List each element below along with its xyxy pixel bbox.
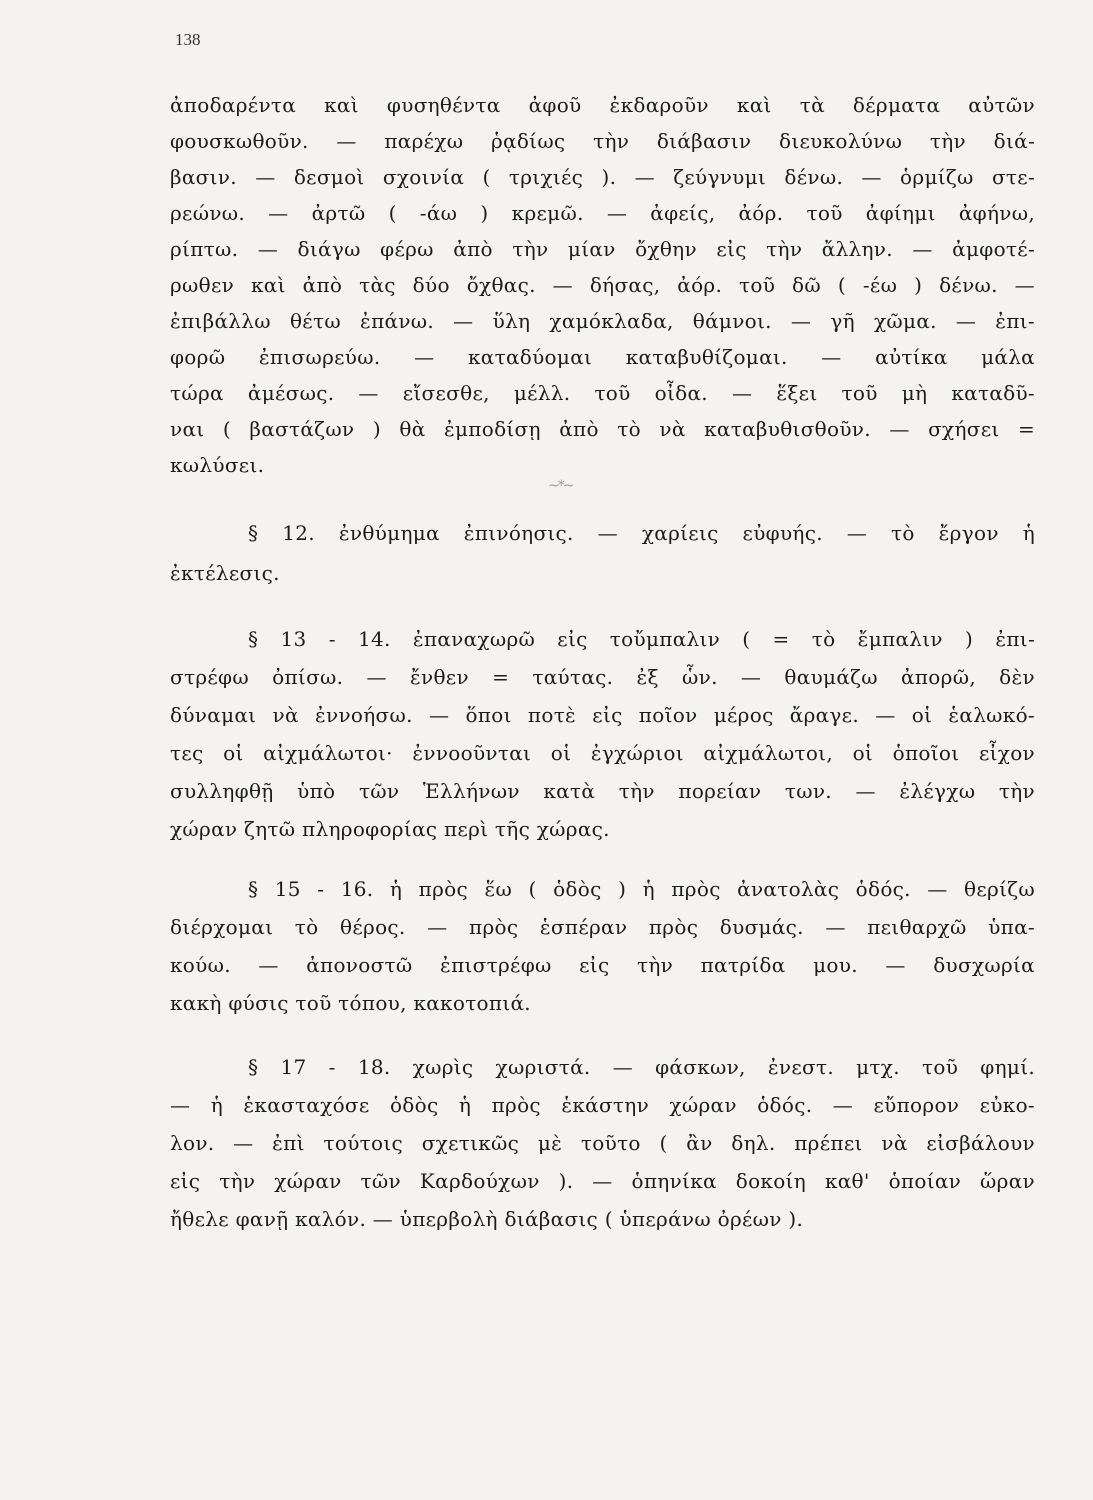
text-line: § 17 - 18. χωρὶς χωριστά. — φάσκων, ἐνεστ. μτχ. τοῦ φημί. (248, 1055, 1035, 1079)
text-line: κωλύσει. (170, 453, 265, 477)
text-line: ἤθελε φανῇ καλόν. — ὑπερβολὴ διάβασις ( ὑπεράνω ὀρέων ). (170, 1207, 804, 1231)
text-line: ρεώνω. — ἀρτῶ ( -άω ) κρεμῶ. — ἀφείς, ἀόρ. τοῦ ἀφίημι ἀφήνω, (170, 201, 1035, 225)
text-line: ναι ( βαστάζων ) θὰ ἐμποδίσῃ ἀπὸ τὸ νὰ καταβυθισθοῦν. — σχήσει = (170, 417, 1035, 441)
text-line: τες οἱ αἰχμάλωτοι· ἐννοοῦνται οἱ ἐγχώριοι αἰχμάλωτοι, οἱ ὁποῖοι εἶχον (170, 741, 1035, 765)
text-line: ρωθεν καὶ ἀπὸ τὰς δύο ὄχθας. — δήσας, ἀόρ. τοῦ δῶ ( -έω ) δένω. — (170, 273, 1035, 297)
text-line: ρίπτω. — διάγω φέρω ἀπὸ τὴν μίαν ὄχθην εἰς τὴν ἄλλην. — ἀμφοτέ- (170, 237, 1035, 261)
page-number: 138 (175, 30, 201, 49)
text-line: χώραν ζητῶ πληροφορίας περὶ τῆς χώρας. (170, 817, 610, 841)
text-line: εἰς τὴν χώραν τῶν Καρδούχων ). — ὁπηνίκα δοκοίη καθ' ὁποίαν ὥραν (170, 1169, 1035, 1193)
text-line: συλληφθῇ ὑπὸ τῶν Ἑλλήνων κατὰ τὴν πορείαν των. — ἐλέγχω τὴν (170, 779, 1035, 803)
text-line: § 13 - 14. ἐπαναχωρῶ εἰς τοὔμπαλιν ( = τὸ ἔμπαλιν ) ἐπι- (248, 627, 1035, 651)
text-line: § 12. ἐνθύμημα ἐπινόησις. — χαρίεις εὐφυής. — τὸ ἔργον ἡ (248, 521, 1035, 545)
text-line: φουσκωθοῦν. — παρέχω ῥᾳδίως τὴν διάβασιν διευκολύνω τὴν διά- (170, 129, 1035, 153)
text-line: — ἡ ἑκασταχόσε ὁδὸς ἡ πρὸς ἑκάστην χώραν ὁδός. — εὔπορον εὐκο- (170, 1093, 1035, 1117)
text-line: τώρα ἀμέσως. — εἴσεσθε, μέλλ. τοῦ οἶδα. — ἕξει τοῦ μὴ καταδῦ- (170, 381, 1035, 405)
text-line: ἐκτέλεσις. (170, 561, 280, 585)
text-line: κούω. — ἀπονοστῶ ἐπιστρέφω εἰς τὴν πατρίδα μου. — δυσχωρία (170, 953, 1035, 977)
text-line: φορῶ ἐπισωρεύω. — καταδύομαι καταβυθίζομαι. — αὐτίκα μάλα (170, 345, 1035, 369)
text-line: κακὴ φύσις τοῦ τόπου, κακοτοπιά. (170, 991, 531, 1015)
text-line: § 15 - 16. ἡ πρὸς ἕω ( ὁδὸς ) ἡ πρὸς ἀνατολὰς ὁδός. — θερίζω (248, 877, 1035, 901)
text-line: ἐπιβάλλω θέτω ἐπάνω. — ὕλη χαμόκλαδα, θάμνοι. — γῆ χῶμα. — ἐπι- (170, 309, 1035, 333)
text-line: στρέφω ὀπίσω. — ἔνθεν = ταύτας. ἐξ ὧν. — θαυμάζω ἀπορῶ, δὲν (170, 665, 1035, 689)
text-line: βασιν. — δεσμοὶ σχοινία ( τριχιές ). — ζεύγνυμι δένω. — ὁρμίζω στε- (170, 165, 1035, 189)
section-divider-ornament: ~*~ (548, 478, 573, 488)
text-line: διέρχομαι τὸ θέρος. — πρὸς ἑσπέραν πρὸς δυσμάς. — πειθαρχῶ ὑπα- (170, 915, 1035, 939)
text-line: ἀποδαρέντα καὶ φυσηθέντα ἀφοῦ ἐκδαροῦν καὶ τὰ δέρματα αὐτῶν (170, 93, 1035, 117)
text-line: δύναμαι νὰ ἐννοήσω. — ὅποι ποτὲ εἰς ποῖον μέρος ἄραγε. — οἱ ἑαλωκό- (170, 703, 1035, 727)
text-line: λον. — ἐπὶ τούτοις σχετικῶς μὲ τοῦτο ( ἂν δηλ. πρέπει νὰ εἰσβάλουν (170, 1131, 1035, 1155)
